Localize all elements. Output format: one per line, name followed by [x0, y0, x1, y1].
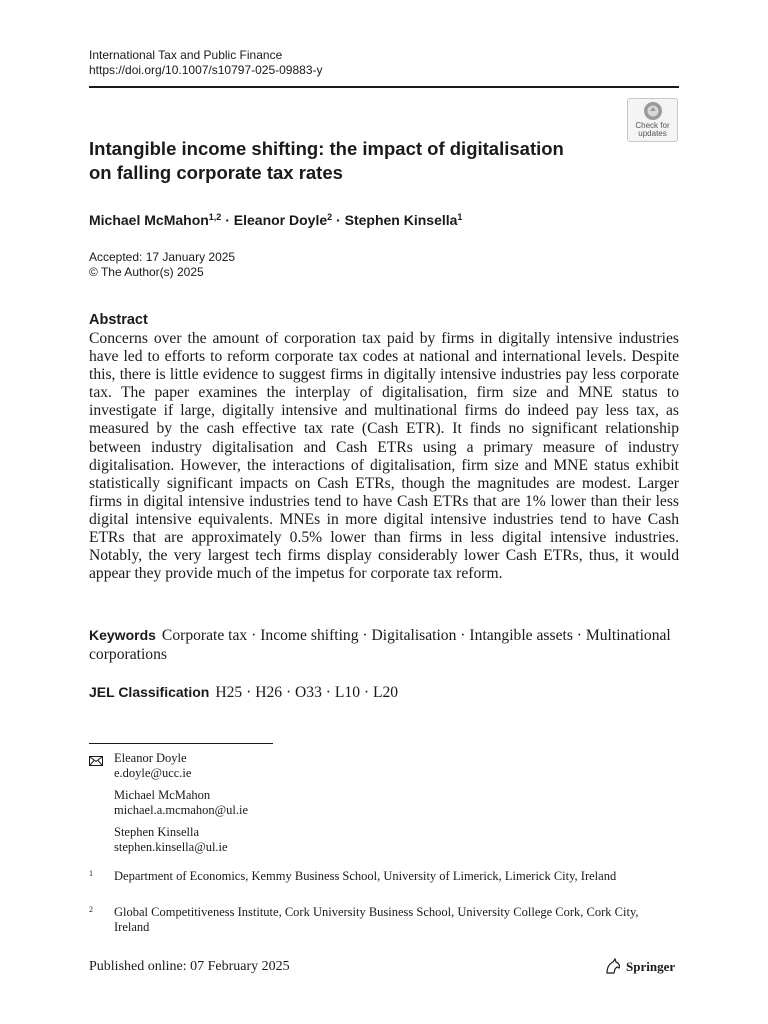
contact-email[interactable]: stephen.kinsella@ul.ie	[114, 840, 228, 854]
contact-email[interactable]: e.doyle@ucc.ie	[114, 766, 192, 780]
affiliation-text: Department of Economics, Kemmy Business School, University of Limerick, Limerick City, Ireland	[114, 869, 617, 883]
footnote-rule	[89, 743, 273, 744]
author-affiliation-mark: 1	[457, 212, 463, 222]
journal-name: International Tax and Public Finance	[89, 48, 283, 62]
published-online-date: Published online: 07 February 2025	[89, 959, 290, 974]
abstract-text: Concerns over the amount of corporation tax paid by firms in digitally intensive industries have led to efforts to reform corporate tax codes at national and international levels. Despite this, there is little evidence to suggest firms in digitally intensive industries pay less corporate tax. The paper examines the interplay of digitalisation, firm size and MNE status to investigate if large, digitally intensive and multinational firms do indeed pay less tax, as measured by the cash effective tax rate (Cash ETR). It finds no significant relationship between industry digitalisation and Cash ETRs using a primary measure of industry digitalisation. However, the interactions of digitalisation, firm size and MNE status exhibit statistically significant impacts on Cash ETRs, though the magnitudes are modest. Larger firms in digital intensive industries tend to have Cash ETRs that are 1% lower than their less digital intensive equivalents. MNEs in more digital intensive industries tend to have Cash ETRs that are approximately 0.5% lower than firms in less digital intensive industries. Notably, the very largest tech firms display considerably lower Cash ETRs, thus, it would appear they provide much of the impetus for corporate tax reform.	[89, 330, 679, 583]
envelope-icon	[89, 753, 103, 771]
abstract-heading: Abstract	[89, 312, 148, 328]
contact-entry	[114, 825, 228, 855]
publisher-name: Springer	[626, 959, 676, 974]
contact-entry	[114, 751, 191, 781]
jel-codes: H25 · H26 · O33 · L10 · L20	[215, 684, 399, 701]
publisher-logo	[604, 958, 675, 975]
contact-name: Eleanor Doyle	[114, 751, 187, 765]
contact-name: Stephen Kinsella	[114, 825, 200, 839]
author-list	[89, 208, 462, 229]
jel-label: JEL Classification	[89, 684, 210, 700]
header-rule	[89, 86, 679, 88]
title-line-1: Intangible income shifting: the impact of digitalisation	[89, 138, 564, 159]
contact-name: Michael McMahon	[114, 788, 211, 802]
author-separator: ·	[336, 212, 345, 228]
publication-dates	[89, 250, 235, 280]
check-for-updates-badge[interactable]	[627, 98, 678, 142]
springer-horse-icon	[604, 958, 622, 974]
article-title	[89, 137, 649, 185]
title-line-2: on falling corporate tax rates	[89, 162, 343, 183]
copyright-notice: © The Author(s) 2025	[89, 265, 204, 279]
author-separator: ·	[225, 212, 234, 228]
author-affiliation-mark: 2	[327, 212, 333, 222]
badge-label: Check for updates	[635, 121, 670, 138]
check-updates-icon	[643, 101, 663, 121]
keywords-list: Corporate tax · Income shifting · Digitalisation · Intangible assets · Multinational corporations	[89, 627, 671, 663]
contact-email[interactable]: michael.a.mcmahon@ul.ie	[114, 803, 249, 817]
keywords-section	[89, 626, 679, 664]
affiliation-text: Global Competitiveness Institute, Cork University Business School, University College Cork, Cork City, Ireland	[114, 905, 639, 934]
accepted-date: Accepted: 17 January 2025	[89, 250, 236, 264]
contact-entry	[114, 788, 248, 818]
affiliation-number: 1	[89, 869, 93, 878]
journal-header	[89, 48, 323, 78]
author-name: Stephen Kinsella	[344, 212, 458, 228]
doi-link[interactable]: https://doi.org/10.1007/s10797-025-09883-y	[89, 63, 323, 77]
author-affiliation-mark: 1,2	[208, 212, 222, 222]
keywords-label: Keywords	[89, 627, 156, 643]
author-name: Michael McMahon	[89, 212, 209, 228]
author-name: Eleanor Doyle	[233, 212, 328, 228]
affiliation-number: 2	[89, 905, 93, 914]
jel-section	[89, 683, 398, 702]
